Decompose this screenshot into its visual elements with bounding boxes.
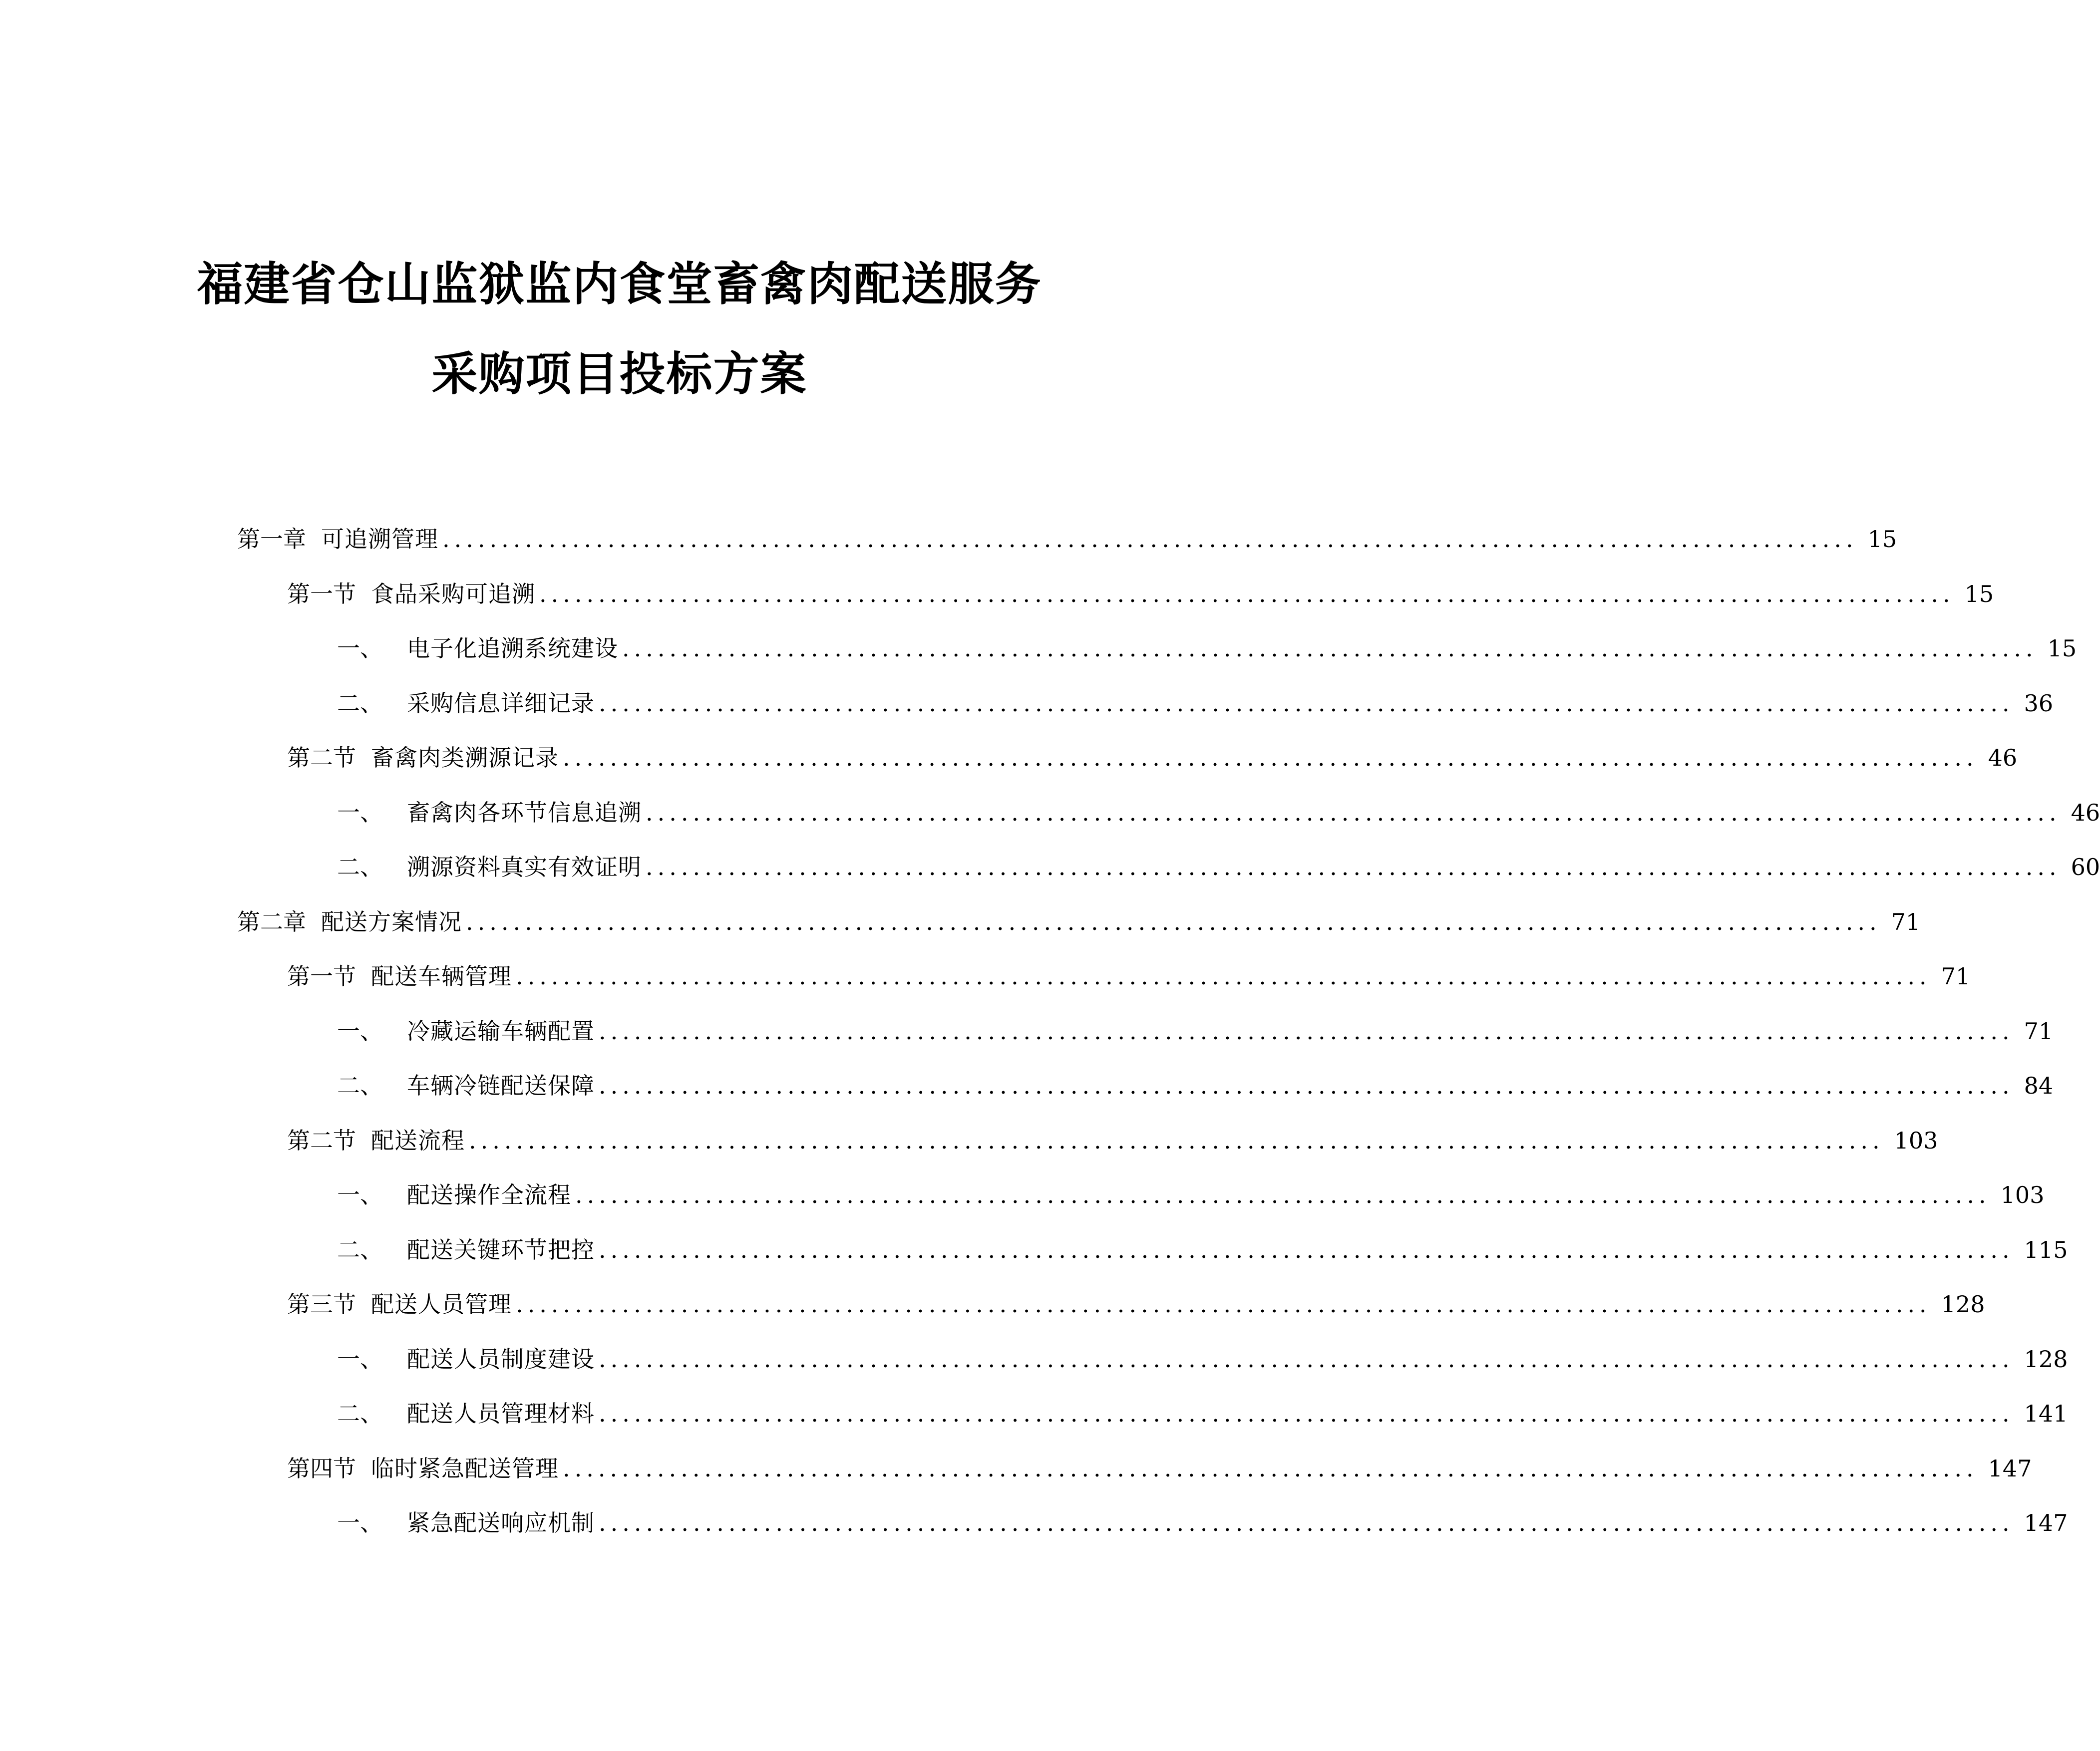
toc-entry-title: 配送操作全流程 — [407, 1181, 571, 1208]
toc-dot-leader: ........................................................................................................................ — [646, 799, 2061, 826]
toc-entry-number: 二、 — [337, 1072, 383, 1099]
toc-entry-number: 第二节 — [287, 1127, 356, 1154]
toc-entry[interactable] — [337, 793, 2100, 833]
toc-entry-page-number: 71 — [1941, 963, 1971, 990]
toc-entry[interactable] — [237, 519, 1897, 559]
toc-entry-page-number: 71 — [2024, 1018, 2054, 1045]
toc-entry-title: 畜禽肉类溯源记录 — [371, 744, 559, 771]
toc-dot-leader: ........................................................................................................................ — [599, 1509, 2014, 1536]
toc-dot-leader: ........................................................................................................................ — [516, 963, 1931, 990]
toc-entry[interactable] — [287, 574, 1994, 614]
toc-entry-page-number: 103 — [2000, 1181, 2045, 1208]
toc-entry-title: 配送人员管理 — [371, 1291, 512, 1318]
toc-entry[interactable] — [287, 738, 2018, 778]
toc-entry[interactable] — [337, 1230, 2068, 1270]
toc-entry-page-number: 15 — [1964, 581, 1994, 607]
toc-entry[interactable] — [337, 1066, 2054, 1106]
toc-entry[interactable] — [337, 1503, 2068, 1543]
toc-entry-title: 配送车辆管理 — [371, 963, 512, 990]
toc-entry-page-number: 147 — [1988, 1455, 2032, 1482]
toc-entry-number: 一、 — [337, 1181, 383, 1208]
toc-entry[interactable] — [287, 1449, 2032, 1488]
toc-entry-page-number: 15 — [1867, 526, 1897, 553]
toc-entry-title: 采购信息详细记录 — [407, 690, 595, 717]
toc-dot-leader: ........................................................................................................................ — [466, 908, 1881, 935]
toc-dot-leader: ........................................................................................................................ — [563, 1455, 1978, 1482]
toc-entry-title: 紧急配送响应机制 — [407, 1509, 595, 1536]
toc-entry-number: 第四节 — [287, 1455, 356, 1482]
toc-dot-leader: ........................................................................................................................ — [539, 581, 1955, 607]
document-title-line-1: 福建省仓山监狱监内食堂畜禽肉配送服务 — [197, 258, 1042, 311]
toc-dot-leader: ........................................................................................................................ — [599, 1072, 2014, 1099]
toc-entry-title: 配送流程 — [371, 1127, 465, 1154]
toc-dot-leader: ........................................................................................................................ — [599, 1400, 2014, 1427]
toc-entry-page-number: 141 — [2024, 1400, 2068, 1427]
toc-entry-number: 一、 — [337, 1018, 383, 1045]
toc-dot-leader: ........................................................................................................................ — [599, 1236, 2014, 1263]
toc-entry-page-number: 128 — [1941, 1291, 1985, 1318]
toc-entry-page-number: 115 — [2024, 1236, 2068, 1263]
toc-entry[interactable] — [287, 1121, 1938, 1161]
toc-entry-title: 可追溯管理 — [321, 526, 438, 553]
toc-entry-title: 电子化追溯系统建设 — [407, 635, 618, 662]
toc-entry[interactable] — [337, 1394, 2068, 1434]
toc-entry-page-number: 46 — [1988, 744, 2018, 771]
toc-entry-page-number: 84 — [2024, 1072, 2054, 1099]
toc-entry-page-number: 60 — [2071, 854, 2100, 880]
toc-dot-leader: ........................................................................................................................ — [575, 1181, 1991, 1208]
toc-entry[interactable] — [337, 1011, 2054, 1051]
toc-entry-page-number: 15 — [2047, 635, 2077, 662]
toc-entry[interactable] — [337, 628, 2077, 668]
toc-entry-number: 第二节 — [287, 744, 356, 771]
toc-entry[interactable] — [337, 1175, 2045, 1215]
toc-dot-leader: ........................................................................................................................ — [599, 1346, 2014, 1373]
toc-entry-title: 溯源资料真实有效证明 — [407, 854, 642, 880]
toc-entry-number: 一、 — [337, 635, 383, 662]
toc-entry-title: 车辆冷链配送保障 — [407, 1072, 595, 1099]
toc-entry-page-number: 36 — [2024, 690, 2054, 717]
toc-entry-number: 二、 — [337, 1400, 383, 1427]
toc-entry-number: 一、 — [337, 799, 383, 826]
toc-dot-leader: ........................................................................................................................ — [599, 1018, 2014, 1045]
toc-entry-title: 食品采购可追溯 — [371, 581, 535, 607]
toc-entry-title: 冷藏运输车辆配置 — [407, 1018, 595, 1045]
toc-entry-number: 第一节 — [287, 581, 356, 607]
toc-entry-number: 第一章 — [237, 526, 306, 553]
toc-entry[interactable] — [337, 847, 2100, 887]
toc-entry-number: 一、 — [337, 1509, 383, 1536]
toc-entry-number: 第三节 — [287, 1291, 356, 1318]
toc-entry-title: 临时紧急配送管理 — [371, 1455, 559, 1482]
toc-entry-title: 配送方案情况 — [321, 908, 462, 935]
toc-dot-leader: ........................................................................................................................ — [442, 526, 1858, 553]
document-title-line-2: 采购项目投标方案 — [431, 347, 807, 401]
toc-dot-leader: ........................................................................................................................ — [469, 1127, 1884, 1154]
toc-entry-title: 畜禽肉各环节信息追溯 — [407, 799, 642, 826]
toc-entry-number: 二、 — [337, 690, 383, 717]
toc-dot-leader: ........................................................................................................................ — [599, 690, 2014, 717]
toc-entry-number: 二、 — [337, 854, 383, 880]
toc-entry-page-number: 147 — [2024, 1509, 2068, 1536]
toc-entry[interactable] — [237, 902, 1921, 942]
toc-entry-page-number: 128 — [2024, 1346, 2068, 1373]
toc-entry-title: 配送人员管理材料 — [407, 1400, 595, 1427]
toc-entry-page-number: 103 — [1894, 1127, 1938, 1154]
toc-entry[interactable] — [287, 956, 1971, 996]
toc-entry-number: 一、 — [337, 1346, 383, 1373]
toc-dot-leader: ........................................................................................................................ — [622, 635, 2038, 662]
toc-entry-title: 配送关键环节把控 — [407, 1236, 595, 1263]
toc-dot-leader: ........................................................................................................................ — [646, 854, 2061, 880]
toc-entry-page-number: 71 — [1891, 908, 1921, 935]
toc-dot-leader: ........................................................................................................................ — [516, 1291, 1931, 1318]
toc-entry[interactable] — [337, 1339, 2068, 1379]
toc-dot-leader: ........................................................................................................................ — [563, 744, 1978, 771]
toc-entry-page-number: 46 — [2071, 799, 2100, 826]
toc-entry-number: 第二章 — [237, 908, 306, 935]
toc-entry-number: 二、 — [337, 1236, 383, 1263]
toc-entry-title: 配送人员制度建设 — [407, 1346, 595, 1373]
toc-entry[interactable] — [287, 1284, 1985, 1324]
toc-entry[interactable] — [337, 683, 2054, 723]
toc-entry-number: 第一节 — [287, 963, 356, 990]
